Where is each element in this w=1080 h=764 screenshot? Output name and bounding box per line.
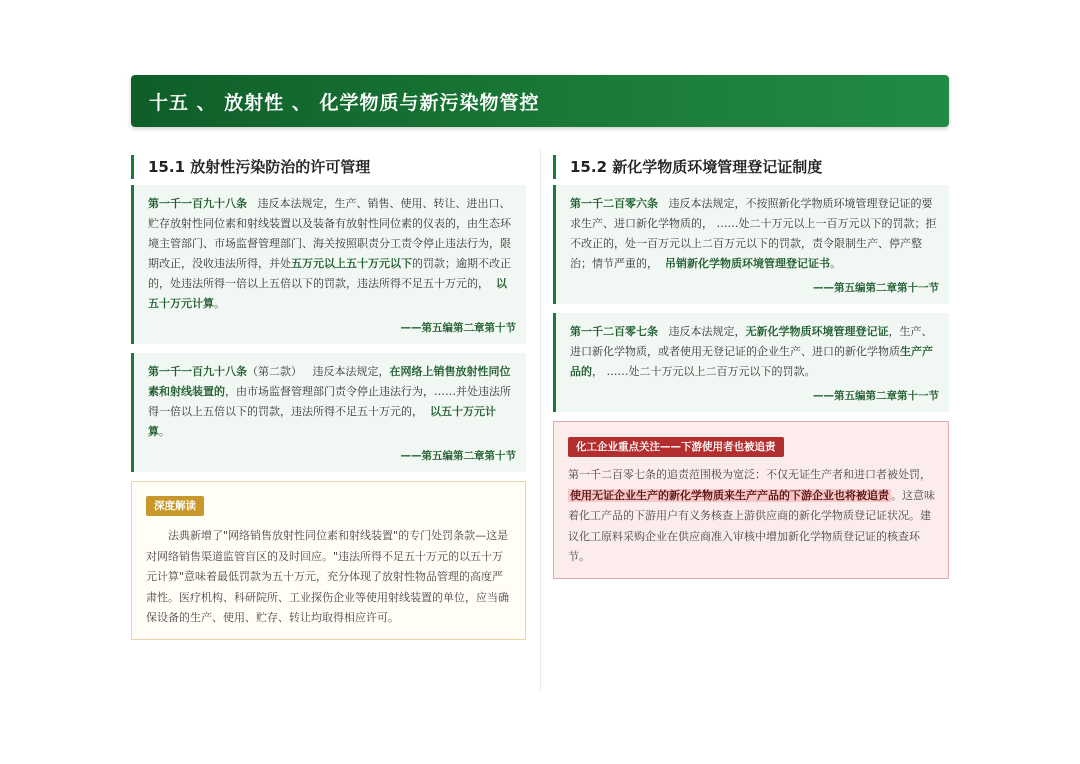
article-card-1206 xyxy=(553,185,949,304)
penalty-highlight: 以五十万元计算 xyxy=(148,277,507,310)
column-divider xyxy=(540,150,541,690)
article-card-1198-para2 xyxy=(131,353,526,472)
section-title-15-1: 15.1 放射性污染防治的许可管理 xyxy=(131,155,526,179)
violation-highlight: 在网络上销售放射性同位素和射线装置的 xyxy=(148,365,511,398)
article-text: 第一千一百九十八条 违反本法规定，生产、销售、使用、转让、进出口、贮存放射性同位素和射线装置以及装备有放射性同位素的仪表的，由生态环境主管部门、市场监督管理部门、海关按照职责分工责令停止违法行为，限期改正，没收违法所得，并处五万元以上五十万元以下的罚款；逾期不改正的，处违法所得一倍以上五倍以下的罚款，违法所得不足五十万元的， 以五十万元计算。 xyxy=(148,197,511,310)
penalty-highlight: 五万元以上五十万元以下 xyxy=(291,257,412,270)
article-number: 第一千一百九十八条 xyxy=(148,197,247,210)
article-source: ——第五编第二章第十节 xyxy=(400,322,516,334)
article-text: 第一千二百零六条 违反本法规定，不按照新化学物质环境管理登记证的要求生产、进口新化学物质的， ……处二十万元以上一百万元以下的罚款；拒不改正的，处一百万元以上二百万元以下的罚款，责令限制生产、停产整治；情节严重的， 吊销新化学物质环境管理登记证书。 xyxy=(570,197,937,270)
interpretation-text: 法典新增了"网络销售放射性同位素和射线装置"的专门处罚条款—这是对网络销售渠道监管盲区的及时回应。"违法所得不足五十万元的以五十万元计算"意味着最低罚款为五十万元，充分体现了放射性物品管理的高度严肃性。医疗机构、科研院所、工业探伤企业等使用射线装置的单位，应当确保设备的生产、使用、贮存、转让均取得相应许可。 xyxy=(146,529,509,624)
article-card-1198 xyxy=(131,185,526,344)
article-text: 第一千一百九十八条（第二款） 违反本法规定，在网络上销售放射性同位素和射线装置的，由市场监督管理部门责令停止违法行为，……并处违法所得一倍以上五倍以下的罚款，违法所得不足五十万元的， 以五十万元计算。 xyxy=(148,365,511,438)
article-source: ——第五编第二章第十一节 xyxy=(813,282,939,294)
attention-text: 第一千二百零七条的追责范围极为宽泛：不仅无证生产者和进口者被处罚， 使用无证企业生产的新化学物质来生产产品的下游企业也将被追责 。这意味着化工产品的下游用户有义务核查上游供应商的新化学物质登记证状况。建议化工原料采购企业在供应商准入审核中增加新化学物质登记证的核查环节。 xyxy=(568,468,935,563)
article-source: ——第五编第二章第十节 xyxy=(400,450,516,462)
article-number: 第一千二百零六条 xyxy=(570,197,658,210)
article-card-1207 xyxy=(553,313,949,412)
interpretation-badge: 深度解读 xyxy=(146,496,204,516)
article-source: ——第五编第二章第十一节 xyxy=(813,390,939,402)
chapter-title: 十五 、 放射性 、 化学物质与新污染物管控 xyxy=(149,91,540,114)
deep-interpretation-box xyxy=(131,481,526,640)
attention-badge: 化工企业重点关注——下游使用者也被追责 xyxy=(568,437,784,457)
paragraph-note: （第二款） xyxy=(247,365,302,378)
left-column xyxy=(131,155,526,640)
section-title-15-2: 15.2 新化学物质环境管理登记证制度 xyxy=(553,155,949,179)
article-number: 第一千二百零七条 xyxy=(570,325,658,338)
penalty-highlight: 以五十万元计算 xyxy=(148,405,496,438)
downstream-liability-highlight: 使用无证企业生产的新化学物质来生产产品的下游企业也将被追责 xyxy=(570,488,889,502)
chapter-banner xyxy=(131,75,949,127)
violation-highlight: 无新化学物质环境管理登记证 xyxy=(745,325,889,338)
article-text: 第一千二百零七条 违反本法规定，无新化学物质环境管理登记证，生产、进口新化学物质，或者使用无登记证的企业生产、进口的新化学物质生产产品的， ……处二十万元以上二百万元以下的罚款。 xyxy=(570,325,933,378)
penalty-highlight: 吊销新化学物质环境管理登记证书 xyxy=(665,257,830,270)
article-number: 第一千一百九十八条 xyxy=(148,365,247,378)
right-column xyxy=(553,155,949,579)
key-attention-box xyxy=(553,421,949,579)
violation-highlight: 生产产品的 xyxy=(570,345,933,378)
